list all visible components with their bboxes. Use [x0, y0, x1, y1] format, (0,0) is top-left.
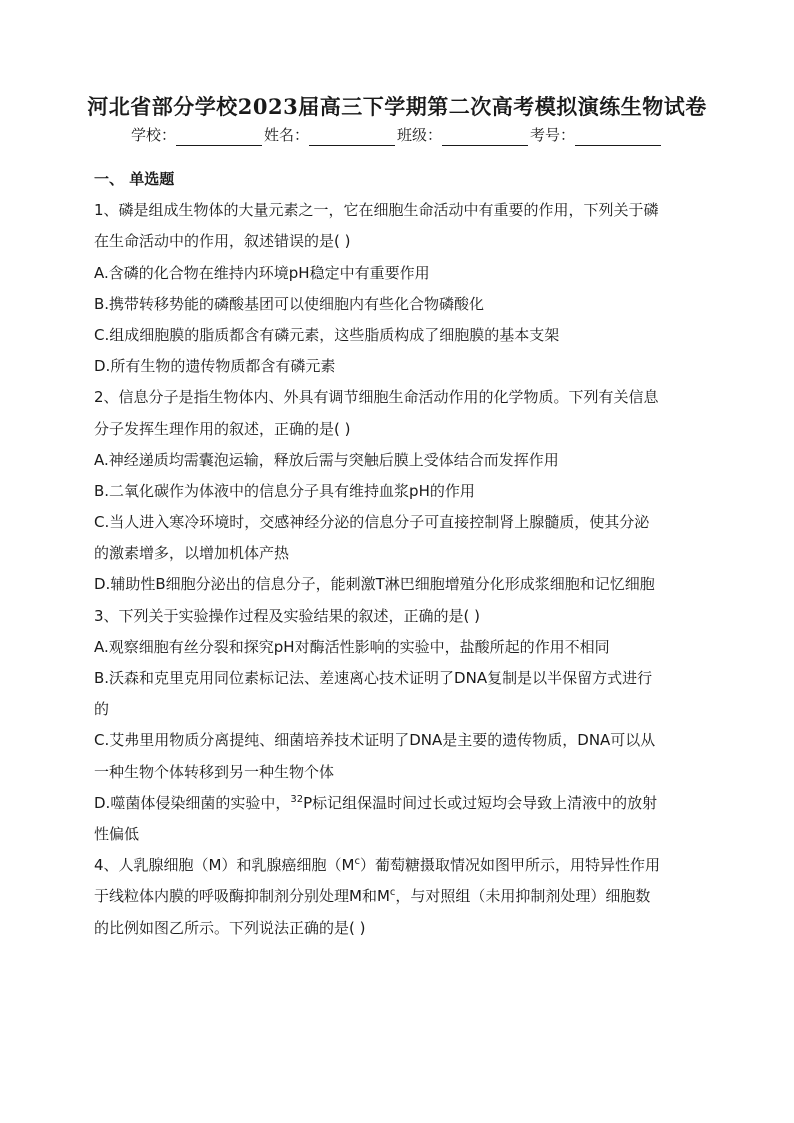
- question-stem-line: 在生命活动中的作用，叙述错误的是( ): [94, 232, 351, 251]
- question-1: [94, 195, 700, 382]
- option-c: C.艾弗里用物质分离提纯、细菌培养技术证明了DNA是主要的遗传物质，DNA可以从: [94, 731, 656, 750]
- school-blank: [176, 125, 262, 146]
- option-d: D.所有生物的遗传物质都含有磷元素: [94, 357, 336, 376]
- option-d-continued: 性偏低: [94, 824, 140, 843]
- name-label: 姓名：: [263, 126, 309, 144]
- question-stem-line: 分子发挥生理作用的叙述，正确的是( ): [94, 419, 351, 438]
- class-label: 班级：: [397, 126, 443, 144]
- exam-number-label: 考号：: [530, 126, 576, 144]
- option-d-text: D.噬菌体侵染细菌的实验中，: [94, 793, 291, 812]
- option-b: B.沃森和克里克用同位素标记法、差速离心技术证明了DNA复制是以半保留方式进行: [94, 669, 653, 687]
- isotope-superscript: 32: [290, 793, 304, 805]
- option-c: C.组成细胞膜的脂质都含有磷元素，这些脂质构成了细胞膜的基本支架: [94, 325, 560, 344]
- superscript-c: c: [389, 887, 396, 899]
- option-c-continued: 一种生物个体转移到另一种生物个体: [94, 762, 335, 781]
- option-a: A.观察细胞有丝分裂和探究pH对酶活性影响的实验中，盐酸所起的作用不相同: [94, 637, 610, 656]
- exam-number-blank: [575, 125, 661, 146]
- class-field: [397, 124, 530, 146]
- option-d: D.辅助性B细胞分泌出的信息分子，能刺激T淋巴细胞增殖分化形成浆细胞和记忆细胞: [94, 575, 655, 594]
- question-2: [94, 382, 700, 600]
- school-field: [131, 124, 264, 146]
- exam-number-field: [530, 124, 663, 146]
- stem-text: 4、人乳腺细胞（M）和乳腺癌细胞（M: [94, 856, 355, 875]
- question-4: [94, 850, 700, 944]
- option-c: C.当人进入寒冷环境时，交感神经分泌的信息分子可直接控制肾上腺髓质，使其分泌: [94, 513, 650, 532]
- stem-text: 于线粒体内膜的呼吸酶抑制剂分别处理M和M: [94, 887, 390, 906]
- name-blank: [309, 125, 395, 146]
- stem-text: ，与对照组（未用抑制剂处理）细胞数: [395, 887, 651, 906]
- school-label: 学校：: [130, 126, 176, 144]
- question-stem-line: [94, 881, 700, 912]
- superscript-c: c: [354, 856, 360, 868]
- student-info-row: [0, 124, 794, 146]
- option-b-continued: 的: [94, 700, 110, 719]
- option-a: A.神经递质均需囊泡运输，释放后需与突触后膜上受体结合而发挥作用: [94, 450, 559, 469]
- stem-text: ）葡萄糖摄取情况如图甲所示，用特异性作用: [359, 856, 660, 875]
- option-b: B.携带转移势能的磷酸基团可以使细胞内有些化合物磷酸化: [94, 294, 485, 313]
- option-b: B.二氧化碳作为体液中的信息分子具有维持血浆pH的作用: [94, 481, 475, 500]
- question-stem-line: [94, 850, 700, 881]
- question-content: [94, 164, 700, 944]
- question-stem-line: 的比例如图乙所示。下列说法正确的是( ): [94, 918, 366, 937]
- option-d: [94, 788, 700, 819]
- exam-title: 河北省部分学校2023届高三下学期第二次高考模拟演练生物试卷: [87, 94, 707, 119]
- section-title: 一、 单选题: [94, 170, 175, 188]
- option-d-text-rest: P标记组保温时间过长或过短均会导致上清液中的放射: [303, 793, 658, 812]
- option-c-continued: 的激素增多，以增加机体产热: [94, 544, 290, 563]
- name-field: [264, 124, 397, 146]
- question-stem-line: 1、磷是组成生物体的大量元素之一，它在细胞生命活动中有重要的作用，下列关于磷: [94, 201, 659, 220]
- question-stem-line: 3、下列关于实验操作过程及实验结果的叙述，正确的是( ): [94, 606, 481, 625]
- class-blank: [442, 125, 528, 146]
- question-3: [94, 601, 700, 851]
- question-stem-line: 2、信息分子是指生物体内、外具有调节细胞生命活动作用的化学物质。下列有关信息: [94, 388, 659, 407]
- option-a: A.含磷的化合物在维持内环境pH稳定中有重要作用: [94, 263, 430, 282]
